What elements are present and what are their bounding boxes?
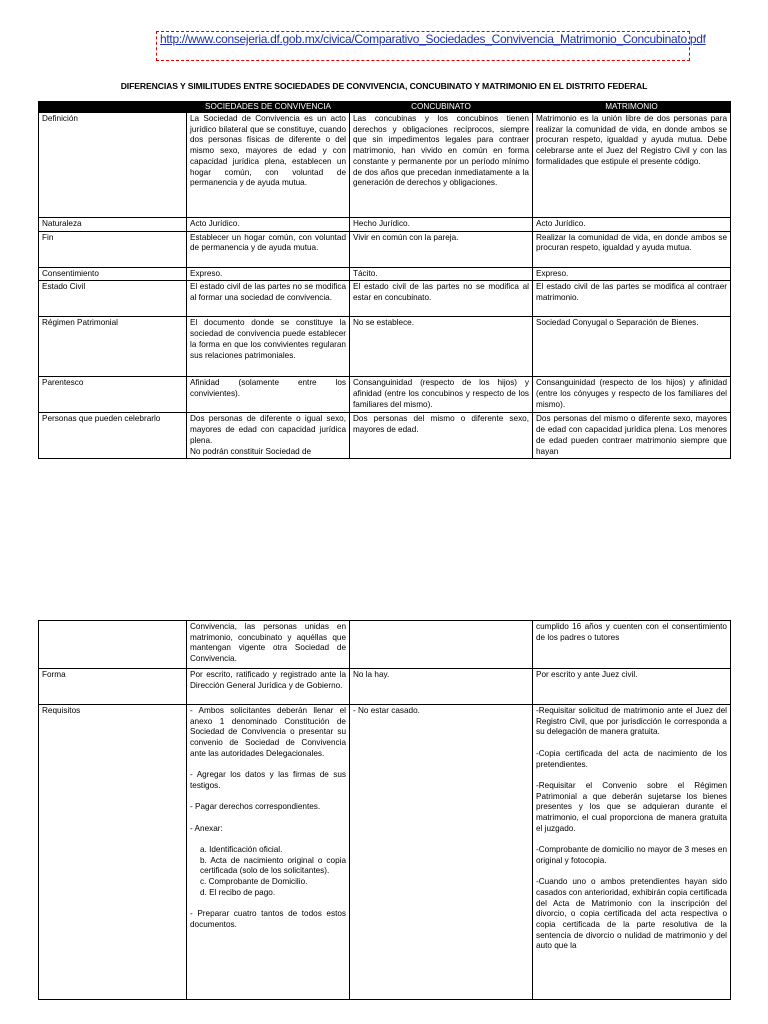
table-row <box>39 231 731 267</box>
table-row <box>39 317 731 377</box>
header-matrimonio: MATRIMONIO <box>533 102 731 113</box>
cell-concubinato: Vivir en común con la pareja. <box>350 231 533 267</box>
header-blank <box>39 102 187 113</box>
row-label: Requisitos <box>39 705 187 1000</box>
cell-sociedades: Expreso. <box>187 267 350 281</box>
header-concubinato: CONCUBINATO <box>350 102 533 113</box>
cell-concubinato: Dos personas del mismo o diferente sexo, mayores de edad. <box>350 413 533 459</box>
cell-matrimonio <box>533 705 731 1000</box>
table-row <box>39 281 731 317</box>
requisito-subitem: c. Comprobante de Domicilio. <box>200 877 308 887</box>
table-row <box>39 705 731 1000</box>
table-row <box>39 669 731 705</box>
requisito-item: - Agregar los datos y las firmas de sus testigos. <box>190 770 346 790</box>
table-row <box>39 218 731 232</box>
requisito-item: -Requisitar el Convenio sobre el Régimen Patrimonial a que deberán sujetarse los bienes presentes y los que se adquieran durante el matrimonio, el cual proporciona de manera gratuita el juzgado. <box>536 780 727 833</box>
cell-sociedades <box>187 413 350 459</box>
table-row <box>39 267 731 281</box>
cell-concubinato: No la hay. <box>350 669 533 705</box>
cell-sociedades: La Sociedad de Convivencia es un acto jurídico bilateral que se constituye, cuando dos personas físicas de diferente o del mismo sexo, mayores de edad y con capacidad jurídica plena, establecen un hogar común, con voluntad de permanencia y de ayuda mutua. <box>187 113 350 218</box>
table-header-row <box>39 102 731 113</box>
requisito-item: - Ambos solicitantes deberán llenar el anexo 1 denominado Constitución de Sociedad de Convivencia o presentar su convenio de Sociedad de Convivencia ante las autoridades Delegacionales. <box>190 706 346 758</box>
row-label: Estado Civil <box>39 281 187 317</box>
cell-concubinato: - No estar casado. <box>350 705 533 1000</box>
row-label <box>39 621 187 669</box>
cell-matrimonio: El estado civil de las partes se modifica al contraer matrimonio. <box>533 281 731 317</box>
cell-concubinato: Consanguinidad (respecto de los hijos) y afinidad (entre los concubinos y respecto de los familiares del mismo). <box>350 377 533 413</box>
cell-matrimonio: Dos personas del mismo o diferente sexo, mayores de edad con capacidad jurídica plena. Los menores de edad pueden contraer matrimonio siempre que hayan <box>533 413 731 459</box>
cell-matrimonio: Matrimonio es la unión libre de dos personas para realizar la comunidad de vida, en donde ambos se procuran respeto, igualdad y ayuda mutua. Debe celebrarse ante el Juez del Registro Civil y con las formalidades que estipule el presente código. <box>533 113 731 218</box>
cell-sociedades: Establecer un hogar común, con voluntad de permanencia y de ayuda mutua. <box>187 231 350 267</box>
requisito-item: -Comprobante de domicilio no mayor de 3 meses en original y fotocopia. <box>536 845 727 865</box>
table-row <box>39 377 731 413</box>
row-label: Definición <box>39 113 187 218</box>
cell-sociedades: Acto Jurídico. <box>187 218 350 232</box>
cell-sociedades: El estado civil de las partes no se modifica al formar una sociedad de convivencia. <box>187 281 350 317</box>
cell-concubinato: El estado civil de las partes no se modifica al estar en concubinato. <box>350 281 533 317</box>
row-label: Forma <box>39 669 187 705</box>
cell-sociedades: Por escrito, ratificado y registrado ante la Dirección General Jurídica y de Gobierno. <box>187 669 350 705</box>
row-label: Consentimiento <box>39 267 187 281</box>
requisito-item: - Preparar cuatro tantos de todos estos documentos. <box>190 909 346 929</box>
requisito-item: -Copia certificada del acta de nacimiento de los pretendientes. <box>536 748 727 769</box>
row-label: Fin <box>39 231 187 267</box>
requisito-subitem: a. Identificación oficial. <box>200 845 283 855</box>
row-label: Naturaleza <box>39 218 187 232</box>
requisito-item: -Requisitar solicitud de matrimonio ante el Juez del Registro Civil, que por jurisdicción le corresponda a su delegación de manera gratuita. <box>536 706 727 737</box>
requisito-item: - Anexar: <box>190 823 223 833</box>
cell-matrimonio: Consanguinidad (respecto de los hijos) y afinidad (entre los cónyuges y respecto de los familiares del mismo). <box>533 377 731 413</box>
cell-sociedades: El documento donde se constituye la sociedad de convivencia puede establecer la forma en que los convivientes regularan sus relaciones patrimoniales. <box>187 317 350 377</box>
cell-sociedades: Convivencia, las personas unidas en matrimonio, concubinato y aquéllas que mantengan vigente otra Sociedad de Convivencia. <box>187 621 350 669</box>
cell-matrimonio: cumplido 16 años y cuenten con el consentimiento de los padres o tutores <box>533 621 731 669</box>
cell-concubinato: Tácito. <box>350 267 533 281</box>
cell-sociedades <box>187 705 350 1000</box>
row-label: Parentesco <box>39 377 187 413</box>
requisito-subitem: b. Acta de nacimiento original o copia certificada (solo de los solicitantes). <box>200 855 346 876</box>
cell-sociedades: Afinidad (solamente entre los convivientes). <box>187 377 350 413</box>
cell-text: No podrán constituir Sociedad de <box>190 446 312 456</box>
cell-concubinato <box>350 621 533 669</box>
comparison-table-page1 <box>38 101 731 459</box>
cell-matrimonio: Por escrito y ante Juez civil. <box>533 669 731 705</box>
cell-matrimonio: Expreso. <box>533 267 731 281</box>
cell-matrimonio: Realizar la comunidad de vida, en donde ambos se procuran respeto, igualdad y ayuda mutua. <box>533 231 731 267</box>
table-row <box>39 621 731 669</box>
cell-concubinato: No se establece. <box>350 317 533 377</box>
cell-concubinato: Hecho Jurídico. <box>350 218 533 232</box>
cell-matrimonio: Sociedad Conyugal o Separación de Bienes. <box>533 317 731 377</box>
table-row <box>39 413 731 459</box>
document-title: DIFERENCIAS Y SIMILITUDES ENTRE SOCIEDADES DE CONVIVENCIA, CONCUBINATO Y MATRIMONIO EN EL DISTRITO FEDERAL <box>120 81 648 91</box>
cell-matrimonio: Acto Jurídico. <box>533 218 731 232</box>
header-sociedades: SOCIEDADES DE CONVIVENCIA <box>187 102 350 113</box>
requisito-item: - Pagar derechos correspondientes. <box>190 802 321 812</box>
requisito-item: -Cuando uno o ambos pretendientes hayan sido casados con anterioridad, exhibirán copia certificada del Acta de Matrimonio con la inscripción del divorcio, o copia certificada del acta respectiva o copia certificada de la parte resolutiva de la sentencia de divorcio o nulidad de matrimonio y del auto que la <box>536 877 727 951</box>
requisito-subitem: d. El recibo de pago. <box>200 887 276 897</box>
table-row <box>39 113 731 218</box>
row-label: Personas que pueden celebrarlo <box>39 413 187 459</box>
cell-concubinato: Las concubinas y los concubinos tienen derechos y obligaciones recíprocos, siempre que sin impedimentos legales para contraer matrimonio, han vivido en común en forma constante y permanente por un período mínimo de dos años que precedan inmediatamente a la generación de derechos y obligaciones. <box>350 113 533 218</box>
comparison-table-page2 <box>38 620 731 1000</box>
source-url-link[interactable]: http://www.consejeria.df.gob.mx/civica/Comparativo_Sociedades_Convivencia_Matrimonio_Concubinato.pdf <box>160 32 706 46</box>
cell-text: Dos personas de diferente o igual sexo, mayores de edad con capacidad jurídica plena. <box>190 414 346 445</box>
row-label: Régimen Patrimonial <box>39 317 187 377</box>
